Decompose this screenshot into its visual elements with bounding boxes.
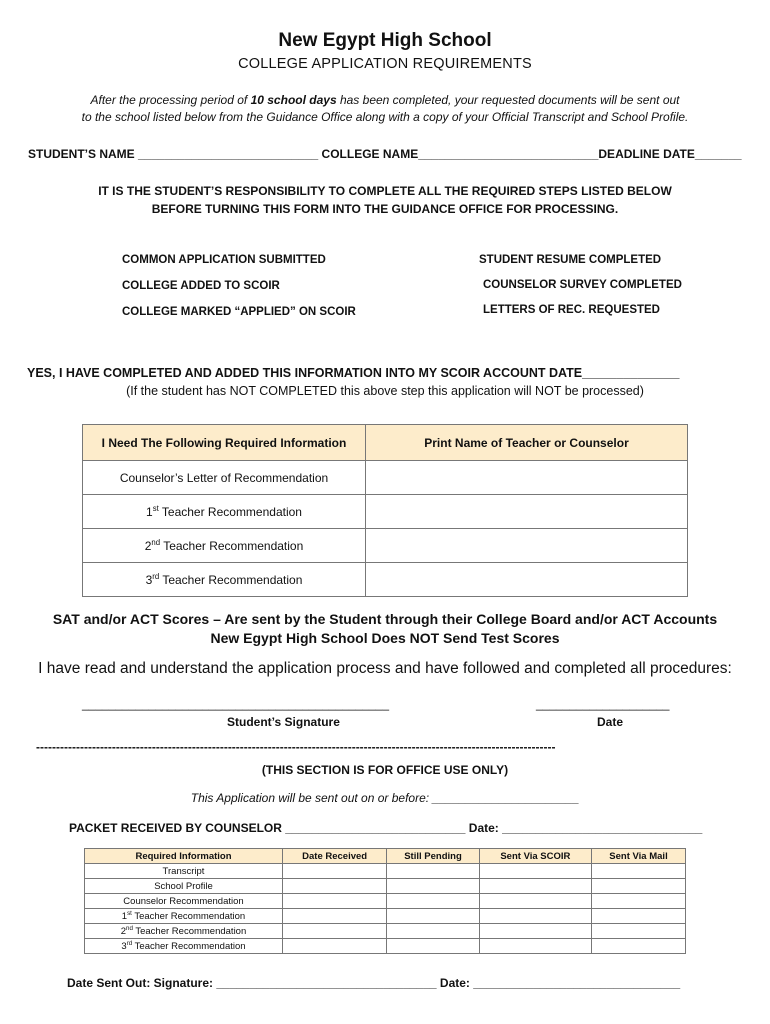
office-cell[interactable] xyxy=(479,909,591,924)
scores-line-1: SAT and/or ACT Scores – Are sent by the Student through their College Board and/or ACT Accounts xyxy=(52,611,718,627)
office-cell[interactable] xyxy=(592,909,686,924)
office-cell[interactable] xyxy=(283,894,387,909)
table-row xyxy=(83,461,688,495)
office-cell[interactable] xyxy=(479,864,591,879)
responsibility-line-1: IT IS THE STUDENT’S RESPONSIBILITY TO COMPLETE ALL THE REQUIRED STEPS LISTED BELOW xyxy=(98,184,672,198)
office-header-scoir: Sent Via SCOIR xyxy=(479,849,591,864)
responsibility-line-2: BEFORE TURNING THIS FORM INTO THE GUIDANCE OFFICE FOR PROCESSING. xyxy=(151,202,619,216)
section-divider: ---------------------------------------------------------------------------------------------------------------------------------- xyxy=(36,740,556,754)
signature-label: Student’s Signature xyxy=(227,715,340,729)
table-row xyxy=(85,894,686,909)
required-info-header: I Need The Following Required Information xyxy=(83,425,366,461)
required-info-table xyxy=(82,424,688,597)
table-row xyxy=(83,563,688,597)
table-row xyxy=(85,939,686,954)
office-cell[interactable] xyxy=(479,894,591,909)
office-sent-by[interactable]: This Application will be sent out on or before: ______________________ xyxy=(190,791,580,805)
scores-line-2: New Egypt High School Does NOT Send Test Scores xyxy=(210,630,560,646)
check-letters-rec: LETTERS OF REC. REQUESTED xyxy=(483,304,660,316)
office-cell[interactable] xyxy=(387,894,480,909)
required-info-cell: 3rd Teacher Recommendation xyxy=(83,563,366,597)
office-cell[interactable] xyxy=(283,879,387,894)
table-row xyxy=(85,879,686,894)
office-cell[interactable] xyxy=(387,879,480,894)
office-header-info: Required Information xyxy=(85,849,283,864)
office-header-mail: Sent Via Mail xyxy=(592,849,686,864)
office-cell[interactable] xyxy=(283,924,387,939)
signature-line[interactable]: ______________________________________________ xyxy=(82,697,389,711)
page-title: New Egypt High School xyxy=(278,30,492,51)
office-heading: (THIS SECTION IS FOR OFFICE USE ONLY) xyxy=(261,763,509,777)
required-info-cell: 2nd Teacher Recommendation xyxy=(83,529,366,563)
check-marked-applied: COLLEGE MARKED “APPLIED” ON SCOIR xyxy=(122,306,356,318)
office-cell[interactable] xyxy=(592,894,686,909)
teacher-name-header: Print Name of Teacher or Counselor xyxy=(366,425,688,461)
office-cell[interactable] xyxy=(592,924,686,939)
office-table xyxy=(84,848,686,954)
office-cell[interactable] xyxy=(283,864,387,879)
office-info-cell: Counselor Recommendation xyxy=(85,894,283,909)
check-resume: STUDENT RESUME COMPLETED xyxy=(479,254,662,266)
office-header-date: Date Received xyxy=(283,849,387,864)
table-row xyxy=(83,529,688,563)
check-added-scoir: COLLEGE ADDED TO SCOIR xyxy=(122,280,280,292)
office-info-cell: 3rd Teacher Recommendation xyxy=(85,939,283,954)
check-counselor-survey: COUNSELOR SURVEY COMPLETED xyxy=(483,279,682,291)
signature-date-line[interactable]: ____________________ xyxy=(536,697,670,711)
office-cell[interactable] xyxy=(592,939,686,954)
teacher-name-input[interactable] xyxy=(366,529,688,563)
date-sent-out-line[interactable]: Date Sent Out: Signature: _________________________________ Date: _______________________________ xyxy=(67,976,681,990)
office-cell[interactable] xyxy=(479,924,591,939)
office-header-pending: Still Pending xyxy=(387,849,480,864)
office-cell[interactable] xyxy=(387,924,480,939)
office-info-cell: School Profile xyxy=(85,879,283,894)
office-cell[interactable] xyxy=(387,864,480,879)
page-subtitle: COLLEGE APPLICATION REQUIREMENTS xyxy=(238,56,532,72)
office-cell[interactable] xyxy=(387,909,480,924)
confirm-line[interactable]: YES, I HAVE COMPLETED AND ADDED THIS INFORMATION INTO MY SCOIR ACCOUNT DATE______________ xyxy=(27,366,680,380)
signature-date-label: Date xyxy=(597,715,624,729)
office-info-cell: 1st Teacher Recommendation xyxy=(85,909,283,924)
table-row xyxy=(85,924,686,939)
office-cell[interactable] xyxy=(592,879,686,894)
office-cell[interactable] xyxy=(387,939,480,954)
scores-notice xyxy=(0,610,770,648)
acknowledge-statement: I have read and understand the application process and have followed and completed all procedures: xyxy=(38,660,732,677)
office-cell[interactable] xyxy=(479,939,591,954)
office-cell[interactable] xyxy=(283,909,387,924)
table-row xyxy=(83,495,688,529)
intro-line-1: After the processing period of 10 school days has been completed, your requested documents will be sent out xyxy=(90,93,680,107)
office-info-cell: 2nd Teacher Recommendation xyxy=(85,924,283,939)
table-row xyxy=(85,909,686,924)
check-common-app: COMMON APPLICATION SUBMITTED xyxy=(122,254,326,266)
student-info-line[interactable]: STUDENT’S NAME ___________________________ COLLEGE NAME___________________________DEADLINE DATE_______ xyxy=(28,147,742,161)
teacher-name-input[interactable] xyxy=(366,563,688,597)
office-cell[interactable] xyxy=(283,939,387,954)
teacher-name-input[interactable] xyxy=(366,461,688,495)
required-info-cell: 1st Teacher Recommendation xyxy=(83,495,366,529)
office-info-cell: Transcript xyxy=(85,864,283,879)
office-cell[interactable] xyxy=(592,864,686,879)
table-row xyxy=(85,864,686,879)
office-cell[interactable] xyxy=(479,879,591,894)
intro-line-2: to the school listed below from the Guidance Office along with a copy of your Official Transcript and School Profile. xyxy=(81,110,689,124)
packet-received-line[interactable]: PACKET RECEIVED BY COUNSELOR ___________________________ Date: ______________________________ xyxy=(69,821,703,835)
teacher-name-input[interactable] xyxy=(366,495,688,529)
required-info-cell: Counselor’s Letter of Recommendation xyxy=(83,461,366,495)
confirm-note: (If the student has NOT COMPLETED this above step this application will NOT be processed) xyxy=(126,384,644,398)
